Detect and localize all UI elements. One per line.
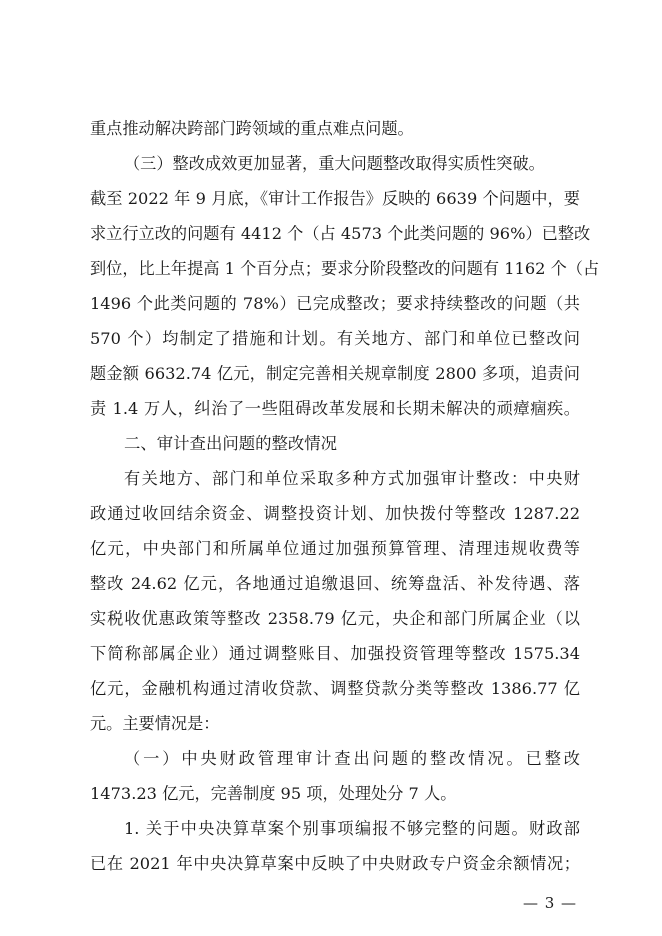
- page-number: — 3 —: [522, 894, 578, 912]
- text-line: 求立行立改的问题有 4412 个（占 4573 个此类问题的 96%）已整改: [90, 224, 591, 243]
- text-line: 有关地方、部门和单位采取多种方式加强审计整改：中央财: [124, 469, 580, 488]
- text-line: 570 个）均制定了措施和计划。有关地方、部门和单位已整改问: [90, 329, 580, 348]
- text-line: 实税收优惠政策等整改 2358.79 亿元，央企和部门所属企业（以: [90, 609, 580, 628]
- text-line: 责 1.4 万人，纠治了一些阻碍改革发展和长期未解决的顽瘴痼疾。: [90, 399, 580, 418]
- text-line: 到位，比上年提高 1 个百分点；要求分阶段整改的问题有 1162 个（占: [90, 259, 600, 278]
- text-line: 下简称部属企业）通过调整账目、加强投资管理等整改 1575.34: [90, 644, 580, 663]
- text-line: 截至 2022 年 9 月底，《审计工作报告》反映的 6639 个问题中，要: [90, 189, 580, 208]
- text-line: 已在 2021 年中央决算草案中反映了中央财政专户资金余额情况；: [90, 854, 580, 873]
- text-line: 1496 个此类问题的 78%）已完成整改；要求持续整改的问题（共: [90, 294, 580, 313]
- subheading-line: （三）整改成效更加显著，重大问题整改取得实质性突破。: [124, 154, 545, 173]
- text-line: 元。主要情况是：: [90, 714, 220, 733]
- text-line: 亿元，金融机构通过清收贷款、调整贷款分类等整改 1386.77 亿: [90, 679, 580, 698]
- section-heading: 二、审计查出问题的整改情况: [124, 434, 338, 453]
- subheading-line: （一）中央财政管理审计查出问题的整改情况。已整改: [124, 749, 580, 768]
- text-line: 1473.23 亿元，完善制度 95 项，处理处分 7 人。: [90, 784, 457, 803]
- text-line: 亿元，中央部门和所属单位通过加强预算管理、清理违规收费等: [90, 539, 580, 558]
- text-line: 1. 关于中央决算草案个别事项编报不够完整的问题。财政部: [124, 819, 580, 838]
- text-line: 政通过收回结余资金、调整投资计划、加快拨付等整改 1287.22: [90, 504, 580, 523]
- text-line: 整改 24.62 亿元，各地通过追缴退回、统筹盘活、补发待遇、落: [90, 574, 580, 593]
- text-line: 重点推动解决跨部门跨领域的重点难点问题。: [90, 119, 414, 138]
- text-line: 题金额 6632.74 亿元，制定完善相关规章制度 2800 多项，追责问: [90, 364, 580, 383]
